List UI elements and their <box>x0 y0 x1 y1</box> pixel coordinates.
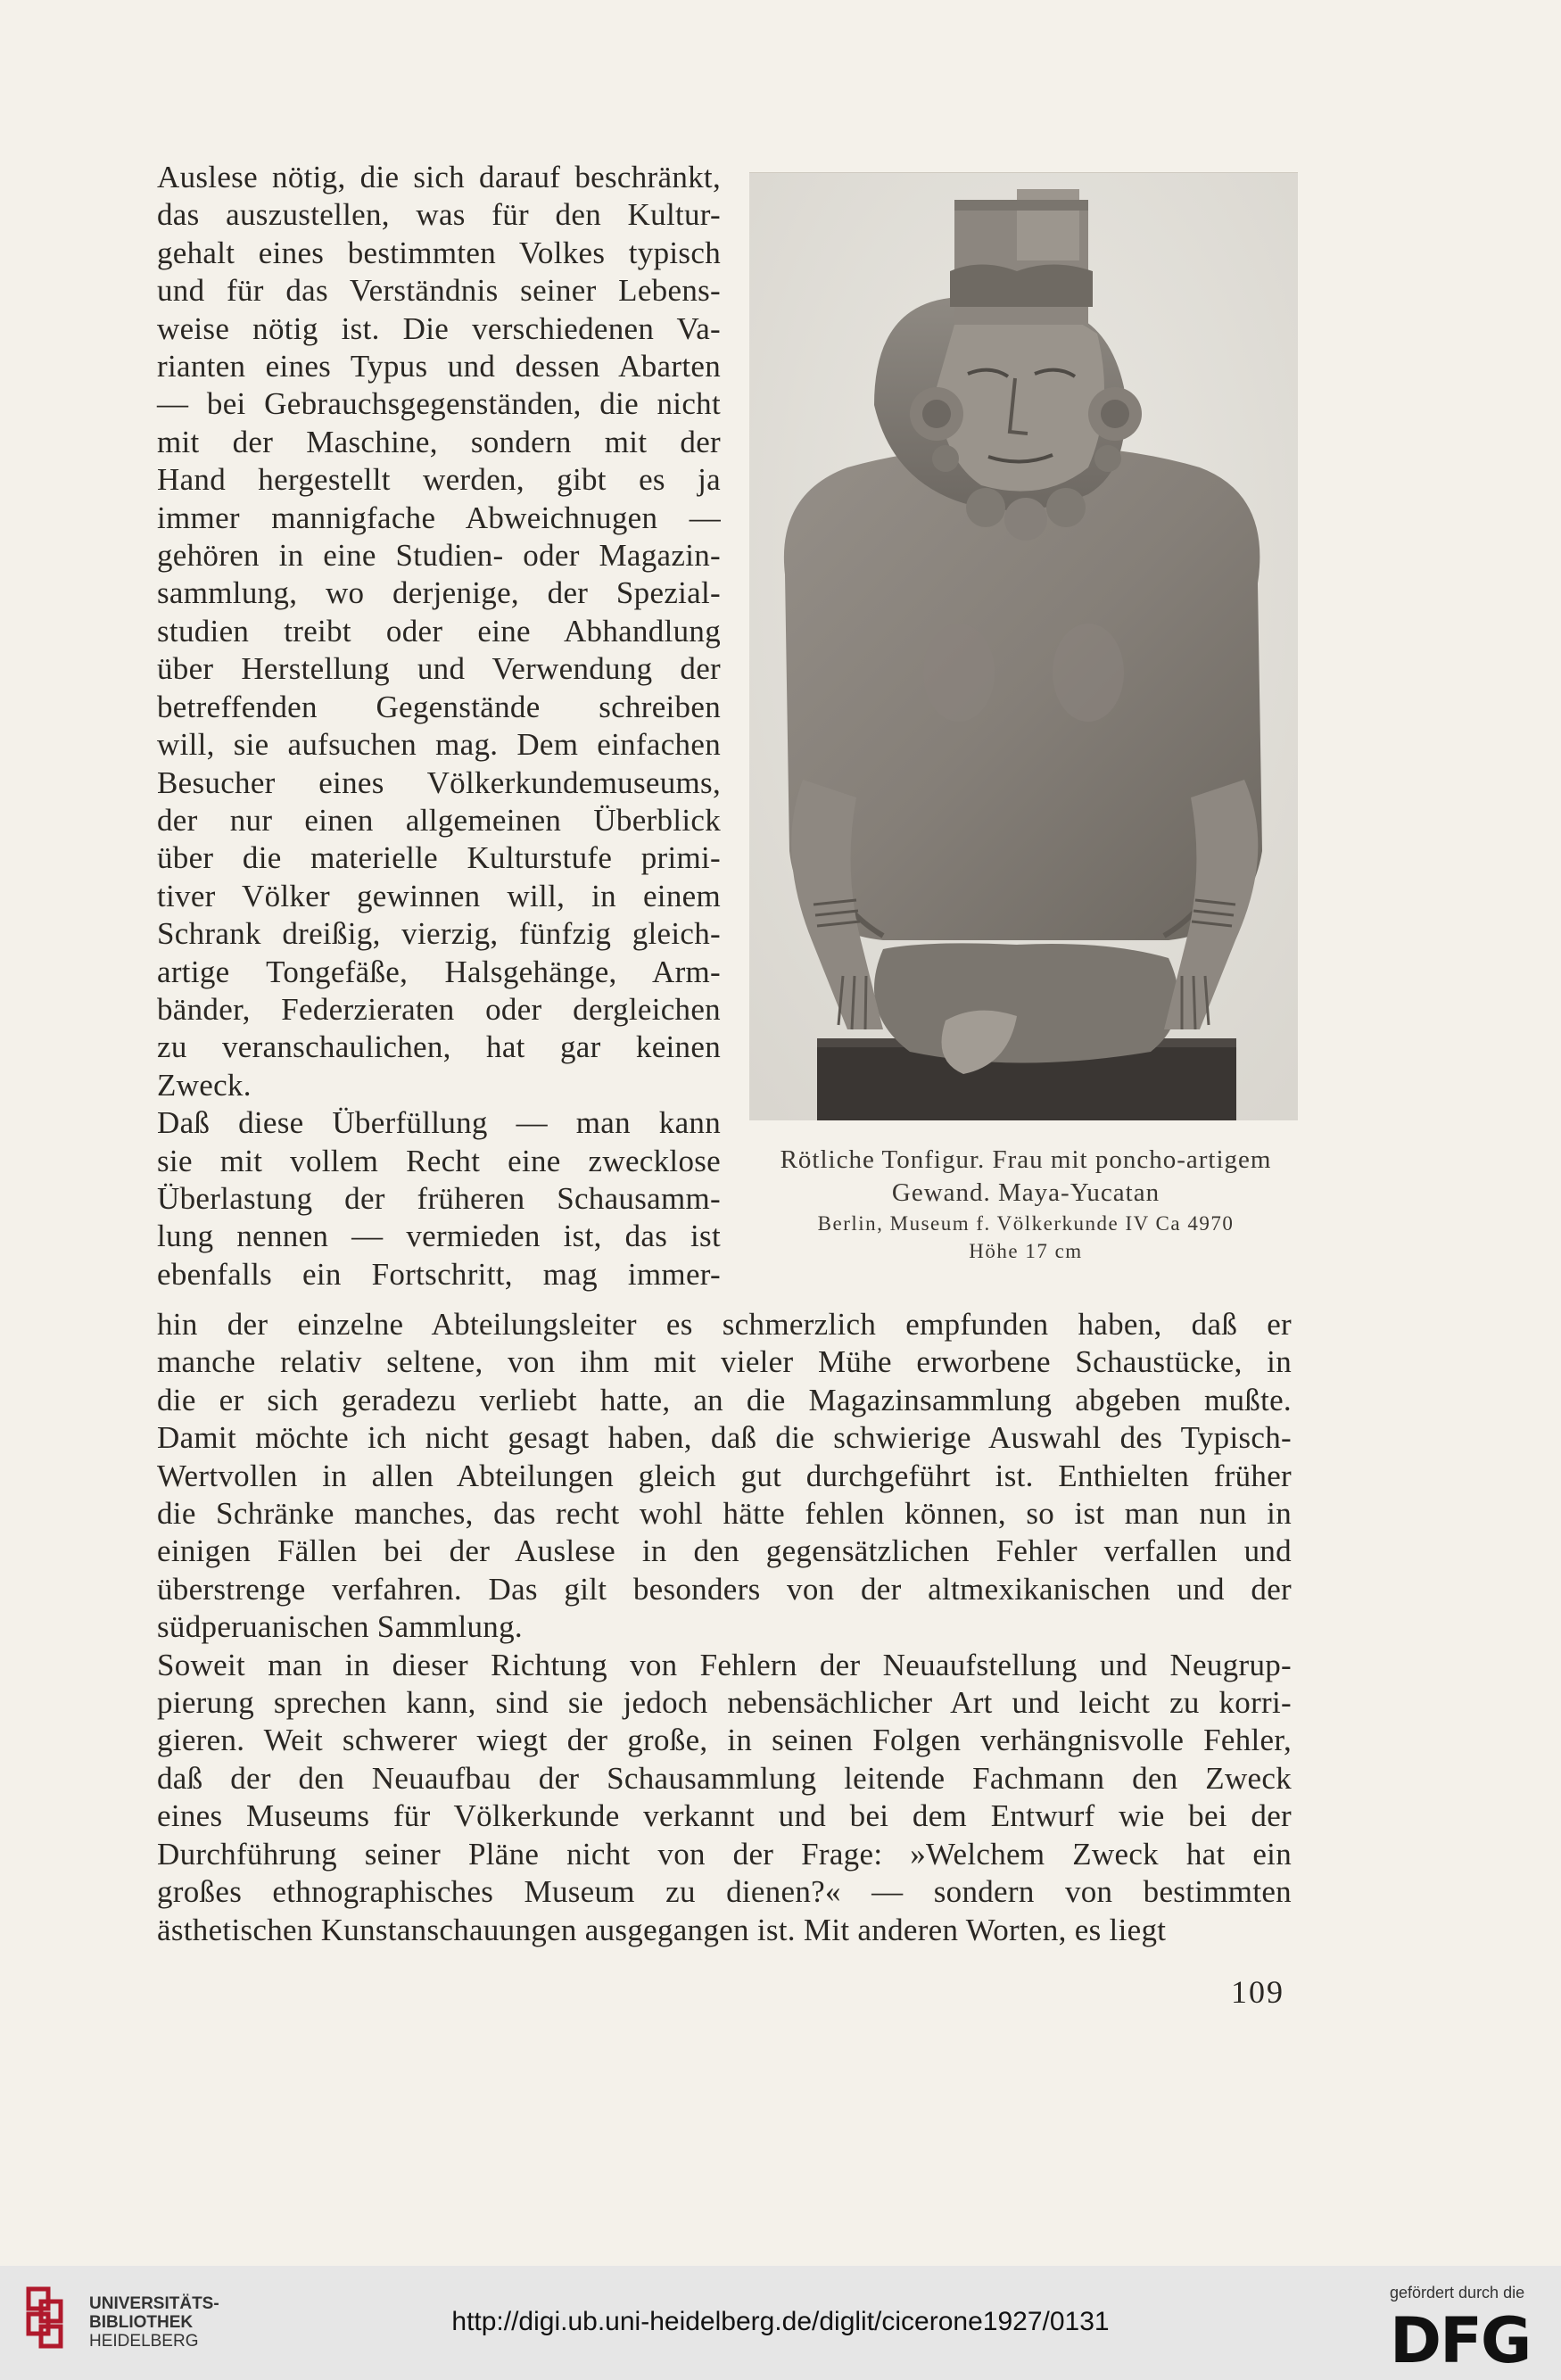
caption-line-3: Berlin, Museum f. Völkerkunde IV Ca 4970 <box>817 1212 1235 1235</box>
body-text-full-width <box>157 1306 1292 1949</box>
text-line: über die materielle Kulturstufe primi- <box>157 840 721 876</box>
text-line: Damit möchte ich nicht gesagt haben, daß die schwierige Auswahl des Typisch- <box>157 1420 1292 1456</box>
text-line: — bei Gebrauchsgegenständen, die nicht <box>157 386 721 422</box>
text-line: weise nötig ist. Die verschiedenen Va- <box>157 310 721 346</box>
text-line: studien treibt oder eine Abhandlung <box>157 613 721 649</box>
text-line: die er sich geradezu verliebt hatte, an die Magazinsammlung abgeben mußte. <box>157 1382 1292 1417</box>
text-line: manche relativ seltene, von ihm mit vieler Mühe erworbene Schaustücke, in <box>157 1344 1292 1380</box>
text-line: tiver Völker gewinnen will, in einem <box>157 878 721 913</box>
text-line: gieren. Weit schwerer wiegt der große, in seinen Folgen verhängnisvolle Fehler, <box>157 1723 1292 1758</box>
text-line: gehören in eine Studien- oder Magazin- <box>157 538 721 574</box>
text-line: überstrenge verfahren. Das gilt besonders von der altmexikanischen und der <box>157 1571 1292 1607</box>
caption-line-2: Gewand. Maya-Yucatan <box>891 1178 1160 1207</box>
text-line: Auslese nötig, die sich darauf beschränkt, <box>157 160 721 194</box>
permalink-url[interactable]: http://digi.ub.uni-heidelberg.de/diglit/cicerone1927/0131 <box>451 2307 1110 2336</box>
text-line: betreffenden Gegenstände schreiben <box>157 689 721 724</box>
library-name-line-1: UNIVERSITÄTS- <box>89 2294 219 2313</box>
text-line: will, sie aufsuchen mag. Dem einfachen <box>157 727 721 763</box>
text-line: und für das Verständnis seiner Lebens- <box>157 273 721 309</box>
text-line: über Herstellung und Verwendung der <box>157 651 721 687</box>
text-line: pierung sprechen kann, sind sie jedoch nebensächlicher Art und leicht zu korri- <box>157 1685 1292 1721</box>
funding-label: gefördert durch die <box>1390 2284 1525 2301</box>
figure-photo-maya-figurine <box>749 172 1298 1120</box>
text-line: Soweit man in dieser Richtung von Fehlern der Neuaufstellung und Neugrup- <box>157 1647 1292 1682</box>
text-line: südperuanischen Sammlung. <box>157 1609 523 1645</box>
text-line: sammlung, wo derjenige, der Spezial- <box>157 575 721 611</box>
text-line: immer mannigfache Abweichnugen — <box>157 500 721 535</box>
text-line: großes ethnographisches Museum zu dienen?« — sondern von bestimmten <box>157 1874 1292 1910</box>
text-line: Schrank dreißig, vierzig, fünfzig gleich- <box>157 916 721 952</box>
text-line: das auszustellen, was für den Kultur- <box>157 197 721 233</box>
text-line: Zweck. <box>157 1067 252 1103</box>
text-line: mit der Maschine, sondern mit der <box>157 424 721 459</box>
text-line: ebenfalls ein Fortschritt, mag immer- <box>157 1256 721 1292</box>
text-line: Daß diese Überfüllung — man kann <box>157 1105 721 1141</box>
page-number: 109 <box>1231 1974 1284 2010</box>
text-line: Durchführung seiner Pläne nicht von der Frage: »Welchem Zweck hat ein <box>157 1836 1292 1872</box>
text-line: hin der einzelne Abteilungsleiter es schmerzlich empfunden haben, daß er <box>157 1307 1292 1342</box>
figure-caption <box>740 1144 1311 1265</box>
body-text-column <box>157 159 721 1293</box>
text-line: daß der den Neuaufbau der Schausammlung leitende Fachmann den Zweck <box>157 1760 1292 1796</box>
text-line: bänder, Federzieraten oder dergleichen <box>157 991 721 1027</box>
dfg-logo-icon <box>1390 2309 1538 2368</box>
text-line: rianten eines Typus und dessen Abarten <box>157 349 721 384</box>
text-line: Wertvollen in allen Abteilungen gleich gut durchgeführt ist. Enthielten früher <box>157 1458 1292 1493</box>
text-line: lung nennen — vermieden ist, das ist <box>157 1219 721 1254</box>
library-name-line-3: HEIDELBERG <box>89 2332 199 2351</box>
text-line: zu veranschaulichen, hat gar keinen <box>157 1029 721 1065</box>
dfg-logo-text: DFG <box>1390 2309 1531 2368</box>
digitization-footer <box>0 2266 1561 2380</box>
text-line: ästhetischen Kunstanschauungen ausgegangen ist. Mit anderen Worten, es liegt <box>157 1912 1167 1947</box>
text-line: Überlastung der früheren Schausamm- <box>157 1180 721 1216</box>
text-line: artige Tongefäße, Halsgehänge, Arm- <box>157 954 721 989</box>
text-line: eines Museums für Völkerkunde verkannt und bei dem Entwurf wie bei der <box>157 1798 1292 1834</box>
text-line: gehalt eines bestimmten Volkes typisch <box>157 235 721 270</box>
text-line: Hand hergestellt werden, gibt es ja <box>157 462 721 498</box>
text-line: einigen Fällen bei der Auslese in den gegensätzlichen Fehler verfallen und <box>157 1533 1292 1569</box>
text-line: sie mit vollem Recht eine zwecklose <box>157 1143 721 1178</box>
text-line: die Schränke manches, das recht wohl hätte fehlen können, so ist man nun in <box>157 1496 1292 1532</box>
caption-line-4: Höhe 17 cm <box>969 1240 1083 1262</box>
library-name-line-2: BIBLIOTHEK <box>89 2313 194 2332</box>
text-line: Besucher eines Völkerkundemuseums, <box>157 764 721 800</box>
text-line: der nur einen allgemeinen Überblick <box>157 802 721 838</box>
caption-line-1: Rötliche Tonfigur. Frau mit poncho-artigem <box>780 1145 1272 1174</box>
